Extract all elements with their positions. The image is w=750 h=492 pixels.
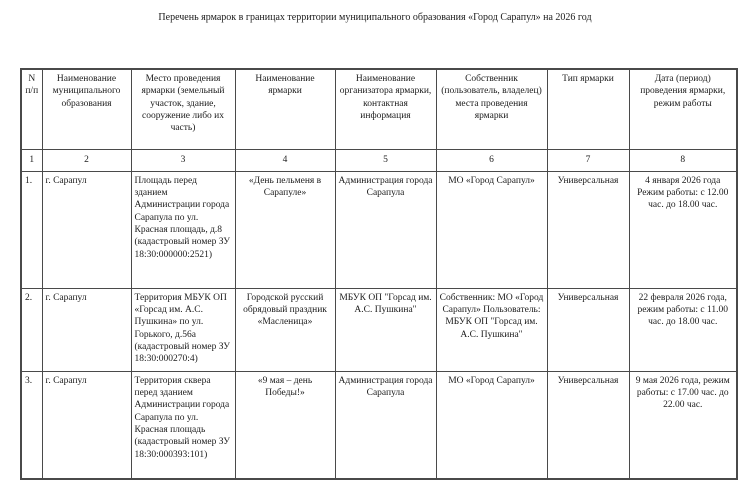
cell-fair-type: Универсальная bbox=[547, 171, 629, 288]
column-number: 8 bbox=[629, 149, 737, 171]
cell-date-period: 4 января 2026 года Режим работы: с 12.00 час. до 18.00 час. bbox=[629, 171, 737, 288]
column-number-row bbox=[21, 149, 737, 171]
cell-venue: Территория сквера перед зданием Администрации города Сарапула по ул. Красная площадь (кадастровый номер ЗУ 18:30:000393:101) bbox=[131, 371, 235, 479]
header-cell-organizer: Наименование организатора ярмарки, контактная информация bbox=[335, 69, 436, 149]
header-cell-venue: Место проведения ярмарки (земельный участок, здание, сооружение либо их часть) bbox=[131, 69, 235, 149]
table-header-row bbox=[21, 69, 737, 149]
cell-owner: Собственник: МО «Город Сарапул» Пользователь: МБУК ОП "Горсад им. А.С. Пушкина" bbox=[436, 288, 547, 371]
column-number: 4 bbox=[235, 149, 335, 171]
column-number: 7 bbox=[547, 149, 629, 171]
table-row bbox=[21, 288, 737, 371]
cell-venue: Территория МБУК ОП «Горсад им. А.С. Пушкина» по ул. Горького, д.56а (кадастровый номер ЗУ 18:30:000270:4) bbox=[131, 288, 235, 371]
cell-municipality: г. Сарапул bbox=[42, 371, 131, 479]
header-cell-date-period: Дата (период) проведения ярмарки, режим работы bbox=[629, 69, 737, 149]
cell-organizer: Администрация города Сарапула bbox=[335, 171, 436, 288]
cell-fair-name: Городской русский обрядовый праздник «Масленица» bbox=[235, 288, 335, 371]
column-number: 5 bbox=[335, 149, 436, 171]
column-number: 6 bbox=[436, 149, 547, 171]
table-row bbox=[21, 171, 737, 288]
cell-venue: Площадь перед зданием Администрации города Сарапула по ул. Красная площадь, д.8 (кадастровый номер ЗУ 18:30:000000:2521) bbox=[131, 171, 235, 288]
cell-fair-name: «День пельменя в Сарапуле» bbox=[235, 171, 335, 288]
header-cell-owner: Собственник (пользователь, владелец) места проведения ярмарки bbox=[436, 69, 547, 149]
column-number: 1 bbox=[21, 149, 42, 171]
table-row bbox=[21, 371, 737, 479]
cell-date-period: 9 мая 2026 года, режим работы: с 17.00 час. до 22.00 час. bbox=[629, 371, 737, 479]
header-cell-number: N п/п bbox=[21, 69, 42, 149]
cell-organizer: МБУК ОП "Горсад им. А.С. Пушкина" bbox=[335, 288, 436, 371]
cell-organizer: Администрация города Сарапула bbox=[335, 371, 436, 479]
cell-fair-name: «9 мая – день Победы!» bbox=[235, 371, 335, 479]
cell-municipality: г. Сарапул bbox=[42, 288, 131, 371]
cell-row-number: 2. bbox=[21, 288, 42, 371]
fairs-table bbox=[20, 68, 738, 480]
cell-date-period: 22 февраля 2026 года, режим работы: с 11.00 час. до 18.00 час. bbox=[629, 288, 737, 371]
cell-owner: МО «Город Сарапул» bbox=[436, 371, 547, 479]
cell-fair-type: Универсальная bbox=[547, 288, 629, 371]
cell-municipality: г. Сарапул bbox=[42, 171, 131, 288]
header-cell-fair-name: Наименование ярмарки bbox=[235, 69, 335, 149]
column-number: 2 bbox=[42, 149, 131, 171]
cell-row-number: 1. bbox=[21, 171, 42, 288]
cell-row-number: 3. bbox=[21, 371, 42, 479]
cell-owner: МО «Город Сарапул» bbox=[436, 171, 547, 288]
header-cell-municipality: Наименование муниципального образования bbox=[42, 69, 131, 149]
column-number: 3 bbox=[131, 149, 235, 171]
header-cell-fair-type: Тип ярмарки bbox=[547, 69, 629, 149]
cell-fair-type: Универсальная bbox=[547, 371, 629, 479]
document-title: Перечень ярмарок в границах территории муниципального образования «Город Сарапул» на 2026 год bbox=[158, 12, 592, 23]
